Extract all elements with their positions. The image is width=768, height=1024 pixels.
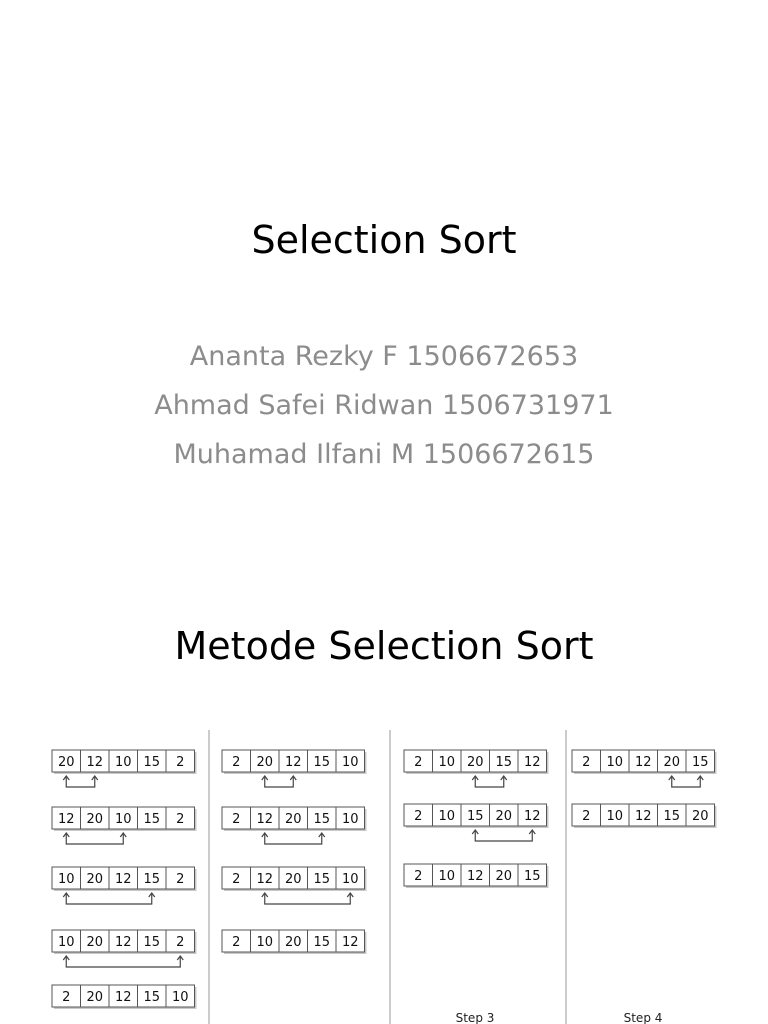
array-cell-value: 12 [256, 812, 274, 827]
array-cell-value: 12 [256, 872, 274, 887]
array-cell-value: 12 [341, 935, 359, 950]
step-label: Step 3 [455, 1011, 495, 1024]
swap-bracket [66, 833, 123, 844]
array-cell-value: 12 [114, 990, 132, 1005]
array-cell-value: 20 [86, 812, 104, 827]
array-cell-value: 2 [582, 809, 591, 824]
array-cell-value: 20 [495, 869, 513, 884]
array-cell-value: 2 [62, 990, 71, 1005]
swap-bracket [66, 893, 152, 904]
array-cell-value: 12 [634, 755, 652, 770]
swap-bracket [475, 830, 532, 841]
author-list [0, 332, 768, 479]
array-cell-value: 2 [232, 872, 241, 887]
array-cell-value: 10 [57, 872, 75, 887]
array-cell-value: 2 [176, 812, 185, 827]
array-cell-value: 20 [86, 990, 104, 1005]
array-cell-value: 15 [313, 755, 331, 770]
array-cell-value: 20 [495, 809, 513, 824]
array-cell-value: 20 [284, 935, 302, 950]
array-cell-value: 15 [143, 935, 161, 950]
array-cell-value: 2 [232, 935, 241, 950]
array-cell-value: 2 [232, 755, 241, 770]
array-cell-value: 15 [143, 990, 161, 1005]
array-cell-value: 2 [232, 812, 241, 827]
swap-bracket [66, 776, 95, 787]
array-cell-value: 15 [143, 872, 161, 887]
array-cell-value: 20 [57, 755, 75, 770]
array-cell-value: 12 [634, 809, 652, 824]
array-cell-value: 2 [176, 755, 185, 770]
method-slide [0, 560, 768, 1024]
array-cell-value: 12 [57, 812, 75, 827]
array-cell-value: 12 [466, 869, 484, 884]
array-cell-value: 20 [663, 755, 681, 770]
array-cell-value: 10 [114, 812, 132, 827]
array-cell-value: 15 [495, 755, 513, 770]
array-cell-value: 20 [691, 809, 709, 824]
selection-sort-diagram [0, 560, 768, 1024]
array-cell-value: 20 [86, 935, 104, 950]
array-cell-value: 20 [466, 755, 484, 770]
array-cell-value: 20 [284, 872, 302, 887]
array-cell-value: 12 [523, 755, 541, 770]
array-cell-value: 10 [341, 755, 359, 770]
author-line: Ahmad Safei Ridwan 1506731971 [154, 390, 614, 421]
array-cell-value: 15 [466, 809, 484, 824]
array-cell-value: 2 [414, 755, 423, 770]
array-cell-value: 15 [523, 869, 541, 884]
array-cell-value: 12 [523, 809, 541, 824]
array-cell-value: 15 [143, 812, 161, 827]
array-cell-value: 10 [171, 990, 189, 1005]
swap-bracket [475, 776, 504, 787]
array-cell-value: 12 [86, 755, 104, 770]
array-cell-value: 10 [606, 755, 624, 770]
array-cell-value: 10 [606, 809, 624, 824]
array-cell-value: 2 [582, 755, 591, 770]
array-cell-value: 15 [313, 812, 331, 827]
array-cell-value: 10 [438, 869, 456, 884]
array-cell-value: 12 [114, 935, 132, 950]
slide-title: Metode Selection Sort [174, 624, 594, 668]
array-cell-value: 15 [313, 935, 331, 950]
swap-bracket [66, 956, 180, 967]
array-cell-value: 2 [176, 872, 185, 887]
swap-bracket [265, 833, 322, 844]
array-cell-value: 10 [341, 872, 359, 887]
array-cell-value: 15 [663, 809, 681, 824]
swap-bracket [265, 776, 294, 787]
slide-title: Selection Sort [251, 218, 517, 262]
swap-bracket [265, 893, 351, 904]
array-cell-value: 15 [143, 755, 161, 770]
author-line: Ananta Rezky F 1506672653 [189, 341, 579, 372]
array-cell-value: 15 [313, 872, 331, 887]
array-cell-value: 20 [256, 755, 274, 770]
step-label: Step 4 [623, 1011, 663, 1024]
array-cell-value: 10 [57, 935, 75, 950]
array-cell-value: 10 [114, 755, 132, 770]
array-cell-value: 2 [176, 935, 185, 950]
array-cell-value: 20 [284, 812, 302, 827]
array-cell-value: 10 [438, 809, 456, 824]
swap-bracket [672, 776, 701, 787]
array-cell-value: 20 [86, 872, 104, 887]
array-cell-value: 2 [414, 809, 423, 824]
author-line: Muhamad Ilfani M 1506672615 [173, 439, 595, 470]
array-cell-value: 12 [284, 755, 302, 770]
array-cell-value: 2 [414, 869, 423, 884]
array-cell-value: 12 [114, 872, 132, 887]
array-cell-value: 10 [341, 812, 359, 827]
array-cell-value: 15 [691, 755, 709, 770]
array-cell-value: 10 [256, 935, 274, 950]
array-cell-value: 10 [438, 755, 456, 770]
